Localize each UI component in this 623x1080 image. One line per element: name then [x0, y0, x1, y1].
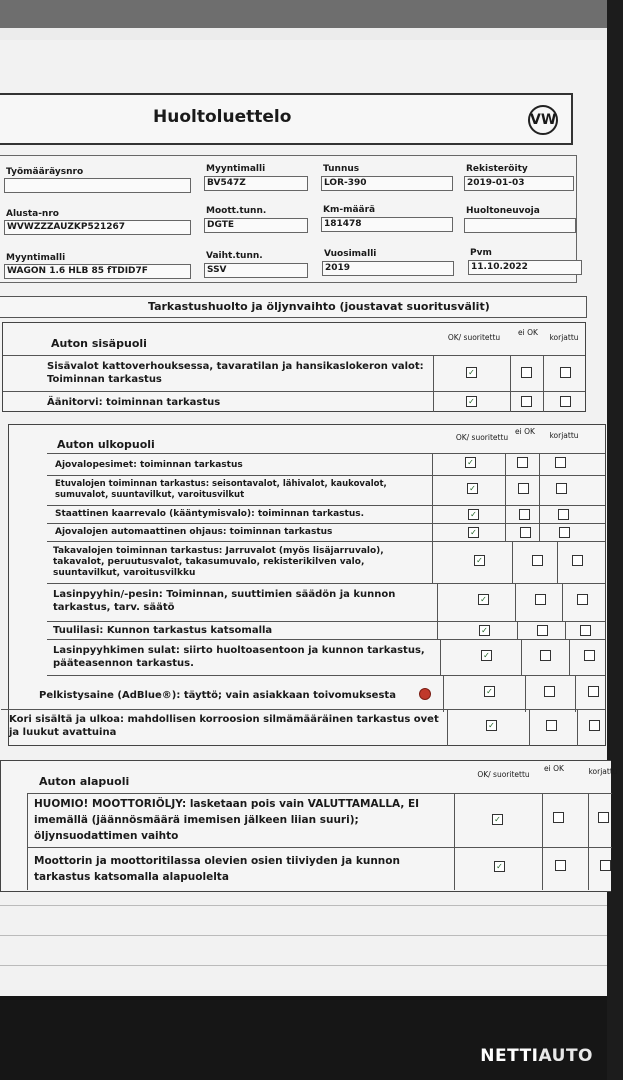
ei-ok-checkbox[interactable] — [517, 457, 528, 468]
document-title: Huoltoluettelo — [153, 107, 292, 127]
item-text: Moottorin ja moottoritilassa olevien osien tiiviyden ja kunnon tarkastus katsomalla alapuolelta — [34, 855, 400, 883]
field-myyntimalli-name: WAGON 1.6 HLB 85 fTDID7F — [4, 264, 191, 279]
field-moottori: DGTE — [204, 218, 308, 233]
col-ok-header: OK/ suoritettu — [447, 333, 501, 342]
label-tyomaarays: Työmääräysnro — [6, 167, 84, 177]
item-text: Äänitorvi: toiminnan tarkastus — [47, 397, 221, 408]
korjattu-checkbox[interactable] — [558, 509, 569, 520]
col-korjattu-header: korjattu — [549, 333, 579, 342]
ei-ok-checkbox[interactable] — [521, 396, 532, 407]
ei-ok-checkbox[interactable] — [521, 367, 532, 378]
list-item — [47, 639, 605, 676]
ok-checkbox[interactable]: ✓ — [486, 720, 497, 731]
label-rekisteroity: Rekisteröity — [466, 164, 528, 174]
ok-checkbox[interactable]: ✓ — [492, 814, 503, 825]
field-tyomaarays — [4, 178, 191, 193]
korjattu-checkbox[interactable] — [589, 720, 600, 731]
ok-checkbox[interactable]: ✓ — [468, 509, 479, 520]
list-item — [3, 355, 585, 392]
ei-ok-checkbox[interactable] — [544, 686, 555, 697]
col-ei-header: ei OK — [544, 764, 564, 773]
col-ei-header: ei OK — [518, 328, 538, 337]
list-item — [47, 523, 605, 542]
korjattu-checkbox[interactable] — [600, 860, 611, 871]
field-rekisteroity: 2019-01-03 — [464, 176, 574, 191]
ei-ok-checkbox[interactable] — [532, 555, 543, 566]
col-ok-header: OK/ suoritettu — [477, 770, 530, 779]
col-ei-header: ei OK — [515, 427, 535, 436]
item-text: Kori sisältä ja ulkoa: mahdollisen korroosion silmämääräinen tarkastus ovet ja luukut avattuina — [9, 714, 439, 738]
label-pvm: Pvm — [470, 248, 492, 258]
list-item — [47, 453, 605, 476]
nettiauto-watermark: NETTIAUTO — [480, 1046, 593, 1066]
ei-ok-checkbox[interactable] — [518, 483, 529, 494]
vw-logo-icon: VW — [528, 105, 558, 135]
item-text: Staattinen kaarrevalo (kääntymisvalo): toiminnan tarkastus. — [55, 509, 364, 519]
label-tunnus: Tunnus — [323, 164, 360, 174]
korjattu-checkbox[interactable] — [577, 594, 588, 605]
item-text: Ajovalopesimet: toiminnan tarkastus — [55, 460, 243, 470]
label-moottori: Moott.tunn. — [206, 206, 267, 216]
list-item — [47, 541, 605, 584]
korjattu-checkbox[interactable] — [555, 457, 566, 468]
field-tunnus: LOR-390 — [321, 176, 453, 191]
list-item — [47, 583, 605, 622]
ei-ok-checkbox[interactable] — [537, 625, 548, 636]
list-item — [3, 391, 585, 412]
korjattu-checkbox[interactable] — [559, 527, 570, 538]
document-header — [0, 93, 573, 145]
ei-ok-checkbox[interactable] — [553, 812, 564, 823]
list-item — [27, 847, 612, 890]
field-pvm: 11.10.2022 — [468, 260, 582, 275]
korjattu-checkbox[interactable] — [588, 686, 599, 697]
item-text: Tuulilasi: Kunnon tarkastus katsomalla — [53, 625, 273, 636]
item-text: Ajovalojen automaattinen ohjaus: toiminnan tarkastus — [55, 527, 333, 537]
field-vaihteisto: SSV — [204, 263, 308, 278]
list-item — [47, 475, 605, 506]
label-alusta: Alusta-nro — [6, 209, 59, 219]
section-sisapuoli-title: Auton sisäpuoli — [51, 337, 147, 350]
divider — [0, 905, 607, 906]
korjattu-checkbox[interactable] — [580, 625, 591, 636]
col-korjattu-header: korjattu — [549, 431, 579, 440]
list-item — [47, 621, 605, 640]
list-item — [1, 709, 605, 746]
ok-checkbox[interactable]: ✓ — [478, 594, 489, 605]
field-km: 181478 — [321, 217, 453, 232]
section-ulkopuoli-title: Auton ulkopuoli — [57, 438, 155, 451]
col-korjattu-header: korjattu — [588, 767, 618, 776]
background-top — [0, 0, 607, 30]
item-text: Pelkistysaine (AdBlue®): täyttö; vain asiakkaan toivomuksesta — [39, 690, 396, 701]
ok-checkbox[interactable]: ✓ — [474, 555, 485, 566]
list-item — [27, 793, 612, 848]
label-km: Km-määrä — [323, 205, 376, 215]
field-myyntimalli-code: BV547Z — [204, 176, 308, 191]
korjattu-checkbox[interactable] — [560, 396, 571, 407]
ok-checkbox[interactable]: ✓ — [466, 367, 477, 378]
vehicle-info-block — [0, 155, 577, 283]
korjattu-checkbox[interactable] — [598, 812, 609, 823]
section-sisapuoli — [2, 322, 586, 412]
section-alapuoli-title: Auton alapuoli — [39, 775, 130, 788]
field-alusta: WVWZZZAUZKP521267 — [4, 220, 191, 235]
korjattu-checkbox[interactable] — [584, 650, 595, 661]
list-item — [47, 505, 605, 524]
label-vuosimalli: Vuosimalli — [324, 249, 377, 259]
ei-ok-checkbox[interactable] — [520, 527, 531, 538]
ok-checkbox[interactable]: ✓ — [467, 483, 478, 494]
ok-checkbox[interactable]: ✓ — [468, 527, 479, 538]
ok-checkbox[interactable]: ✓ — [481, 650, 492, 661]
ei-ok-checkbox[interactable] — [540, 650, 551, 661]
korjattu-checkbox[interactable] — [572, 555, 583, 566]
item-text: Lasinpyyhin/-pesin: Toiminnan, suuttimien säädön ja kunnon tarkastus, tarv. säätö — [53, 589, 396, 613]
item-text: Lasinpyyhkimen sulat: siirto huoltoasentoon ja kunnon tarkastus, pääteasennon tarkastus. — [53, 645, 425, 669]
ok-checkbox[interactable]: ✓ — [494, 861, 505, 872]
item-text: HUOMIO! MOOTTORIÖLJY: lasketaan pois vain VALUTTAMALLA, EI imemällä (jäännösmäärä imemisen jälkeen liian suuri); öljynsuodattimen vaihto — [34, 798, 420, 842]
item-text: Sisävalot kattoverhouksessa, tavaratilan ja hansikaslokeron valot: Toiminnan tarkastus — [47, 361, 424, 385]
label-vaihteisto: Vaiht.tunn. — [206, 251, 263, 261]
red-stamp-icon — [419, 688, 431, 700]
ei-ok-checkbox[interactable] — [535, 594, 546, 605]
field-neuvoja — [464, 218, 576, 233]
ok-checkbox[interactable]: ✓ — [466, 396, 477, 407]
divider — [0, 965, 607, 966]
divider — [0, 935, 607, 936]
label-myyntimalli-code: Myyntimalli — [206, 164, 266, 174]
col-ok-header: OK/ suoritettu — [455, 433, 509, 442]
ok-checkbox[interactable]: ✓ — [484, 686, 495, 697]
korjattu-checkbox[interactable] — [556, 483, 567, 494]
ok-checkbox[interactable]: ✓ — [465, 457, 476, 468]
ok-checkbox[interactable]: ✓ — [479, 625, 490, 636]
field-vuosimalli: 2019 — [322, 261, 454, 276]
item-text: Etuvalojen toiminnan tarkastus: seisontavalot, lähivalot, kaukovalot, sumuvalot, suuntavilkut, varoitusvilkut — [55, 479, 387, 500]
list-item — [39, 675, 605, 712]
section-alapuoli — [0, 760, 618, 892]
background-bottom — [0, 996, 607, 1080]
korjattu-checkbox[interactable] — [560, 367, 571, 378]
item-text: Takavalojen toiminnan tarkastus: Jarruvalot (myös lisäjarruvalo), takavalot, peruutusvalot, takasumuvalo, rekisterikilven valo, suuntavilkut, varoitusvilkku — [53, 546, 384, 578]
ei-ok-checkbox[interactable] — [555, 860, 566, 871]
section-title: Tarkastushuolto ja öljynvaihto (joustavat suoritusvälit) — [0, 296, 587, 318]
ei-ok-checkbox[interactable] — [546, 720, 557, 731]
ei-ok-checkbox[interactable] — [519, 509, 530, 520]
label-myyntimalli-name: Myyntimalli — [6, 253, 66, 263]
section-ulkopuoli — [8, 424, 606, 746]
label-neuvoja: Huoltoneuvoja — [466, 206, 540, 216]
